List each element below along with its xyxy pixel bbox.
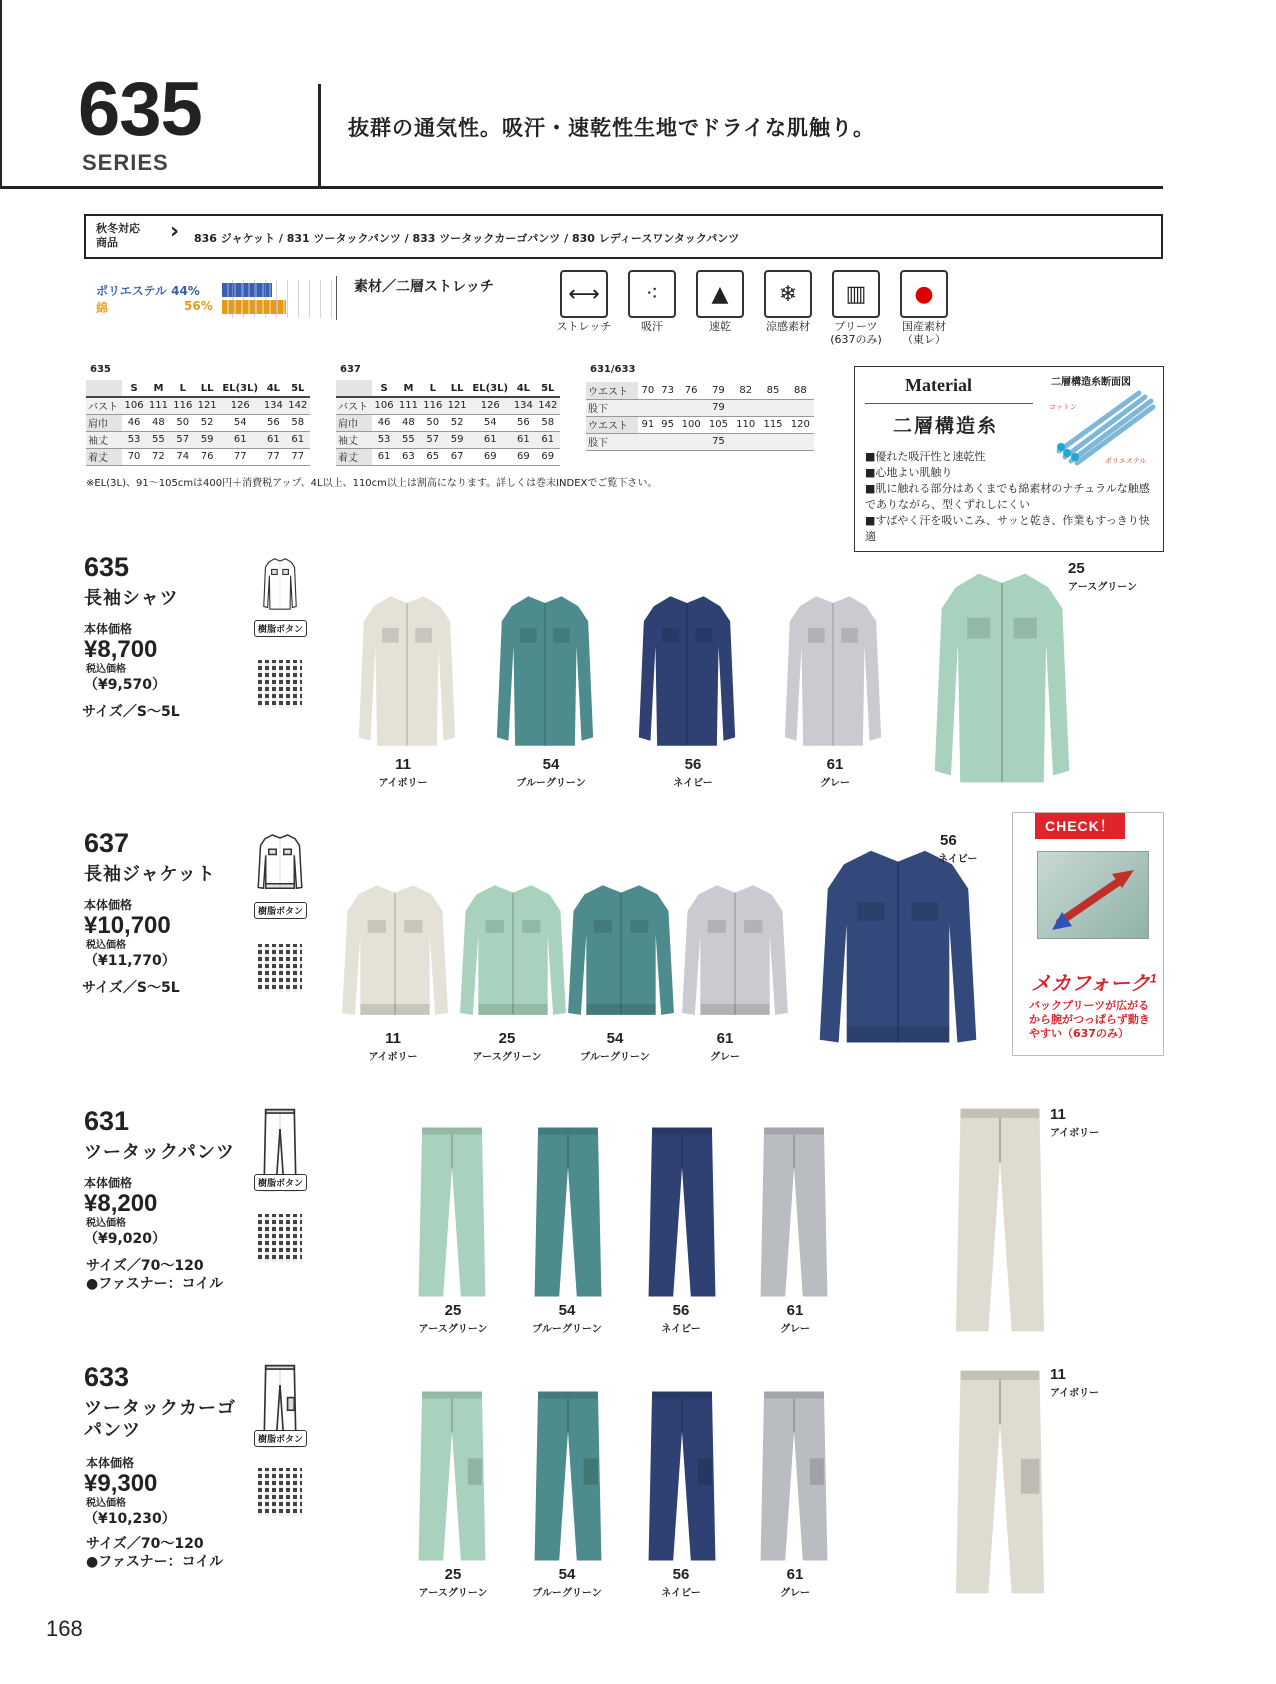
color-number: 11: [395, 756, 411, 773]
garment-635-11: [352, 588, 462, 754]
table-row: 肩巾 46 48 50 52 54 56 58: [86, 414, 310, 431]
garment-637-54: [562, 878, 680, 1024]
resin-button-tag: 樹脂ボタン: [254, 620, 307, 637]
color-name: グレー: [710, 1052, 740, 1063]
mecaforce-logo: メカフォーク$^1$: [1031, 971, 1157, 995]
table-row: 股下 75: [586, 433, 814, 450]
table-row: ウエスト 70 73 76 79 82 85 88: [586, 382, 814, 399]
color-name: ブルーグリーン: [532, 1324, 602, 1335]
garment-637-56-large: [800, 840, 996, 1056]
pleats-icon: ▥: [832, 270, 880, 318]
garment-637-11: [336, 878, 454, 1024]
price: ¥9,300: [84, 1470, 158, 1497]
resin-button-tag: 樹脂ボタン: [254, 1174, 307, 1191]
absorb-icon: ⁖: [628, 270, 676, 318]
big-color-name: ネイビー: [938, 854, 978, 865]
check-feature-box: [1012, 812, 1164, 1056]
jacket-flat-icon: [252, 832, 308, 892]
garment-633-61: [756, 1388, 832, 1564]
garment-631-54: [530, 1124, 606, 1300]
material-bullets: ■優れた吸汗性と速乾性 ■心地よい肌触り ■肌に触れる部分はあくまでも綿素材のナチュラルな触感でありながら、型くずれしにくい ■すばやく汗を吸いこみ、サッと乾き、作業もすっきり快適: [865, 450, 1150, 543]
size-table-637: S M L LL EL(3L) 4L 5L バスト 106 111 116 121 126 134 142 肩巾 46 48 50 52 54 56 58 袖丈 53 55 57 59 61 61 61 着丈 61 63 65 67 69 69 69: [336, 380, 560, 466]
qr-code[interactable]: [258, 1468, 302, 1516]
material-box: [854, 366, 1164, 552]
table-row: 袖丈 53 55 57 59 61 61 61: [336, 431, 560, 448]
product-name: 長袖ジャケット: [84, 864, 216, 885]
cotton-pct: 56%: [184, 299, 213, 313]
color-number: 61: [826, 756, 844, 773]
tax-price: （¥9,020）: [84, 1231, 167, 1247]
price-label: 本体価格: [84, 1176, 133, 1190]
table-row: バスト 106 111 116 121 126 134 142: [86, 397, 310, 414]
color-number: 54: [542, 756, 560, 773]
series-word: SERIES: [82, 150, 169, 175]
product-name: ツータックパンツ: [84, 1142, 235, 1163]
fastener: ●ファスナー：コイル: [86, 1554, 224, 1570]
garment-631-11-large: [952, 1104, 1048, 1336]
tax-label: 税込価格: [86, 1498, 126, 1509]
color-number: 54: [606, 1030, 624, 1047]
table-row: 股下 79: [586, 399, 814, 416]
garment-637-61: [676, 878, 794, 1024]
product-code: 633: [84, 1362, 130, 1392]
tax-price: （¥10,230）: [84, 1511, 176, 1527]
big-color-name: アイボリー: [1050, 1128, 1100, 1139]
quickdry-label: 速乾: [709, 320, 731, 333]
table-631-caption: 631/633: [590, 364, 636, 375]
color-name: ネイビー: [661, 1324, 701, 1335]
color-name: ネイビー: [661, 1588, 701, 1599]
product-code: 637: [84, 828, 130, 858]
fall-winter-box: [84, 214, 1163, 259]
svg-text:ポリエステル: ポリエステル: [1105, 457, 1147, 465]
resin-button-tag: 樹脂ボタン: [254, 1430, 307, 1447]
composition: [96, 282, 213, 315]
price: ¥8,700: [84, 636, 158, 663]
headline: 抜群の通気性。吸汗・速乾性生地でドライな肌触り。: [348, 116, 875, 140]
size-range: サイズ／70～120: [86, 1258, 204, 1274]
tax-price: （¥9,570）: [84, 677, 167, 693]
price-label: 本体価格: [86, 1456, 135, 1470]
header-divider: [318, 84, 321, 186]
size-table-631: [586, 382, 814, 451]
color-name: ブルーグリーン: [516, 778, 586, 789]
absorb-label: 吸汗: [641, 320, 663, 333]
material-title: Material: [905, 375, 972, 395]
size-table-635: S M L LL EL(3L) 4L 5L バスト 106 111 116 121 126 134 142 肩巾 46 48 50 52 54 56 58 袖丈 53 55 57 59 61 61 61 着丈 70 72 74 76 77 77 77: [86, 380, 310, 466]
stretch-icon: ⟷: [560, 270, 608, 318]
garment-631-56: [644, 1124, 720, 1300]
cool-icon: ❄: [764, 270, 812, 318]
color-number: 11: [385, 1030, 401, 1047]
polyester-label: ポリエステル 44%: [96, 284, 200, 298]
price: ¥10,700: [84, 912, 171, 939]
color-name: ブルーグリーン: [532, 1588, 602, 1599]
color-number: 25: [444, 1566, 462, 1583]
table-row: 着丈 61 63 65 67 69 69 69: [336, 448, 560, 465]
color-name: グレー: [820, 778, 850, 789]
garment-635-54: [490, 588, 600, 754]
big-color-name: アイボリー: [1050, 1388, 1100, 1399]
price: ¥8,200: [84, 1190, 158, 1217]
svg-text:コットン: コットン: [1049, 403, 1077, 411]
size-range: サイズ／S～5L: [82, 704, 180, 720]
garment-635-25-large: [912, 562, 1092, 794]
tax-price: （¥11,770）: [84, 953, 176, 969]
diagram-title: 二層構造糸断面図: [1051, 377, 1131, 388]
color-name: グレー: [780, 1588, 810, 1599]
double-arrow-icon: [1038, 852, 1150, 940]
color-number: 56: [672, 1302, 690, 1319]
color-number: 61: [786, 1302, 804, 1319]
table-row: 肩巾 46 48 50 52 54 56 58: [336, 414, 560, 431]
color-name: アースグリーン: [472, 1052, 542, 1063]
fastener: ●ファスナー：コイル: [86, 1276, 224, 1292]
left-border: [0, 0, 2, 188]
big-color-number: 11: [1050, 1366, 1066, 1383]
composition-bar: [222, 280, 336, 318]
material-subtitle: 二層構造糸: [893, 415, 999, 437]
color-name: アースグリーン: [418, 1324, 488, 1335]
garment-635-56: [632, 588, 742, 754]
qr-code[interactable]: [258, 660, 302, 708]
series-number: 635: [78, 67, 202, 152]
fall-winter-items: 836 ジャケット / 831 ツータックパンツ / 833 ツータックカーゴパンツ / 830 レディースワンタックパンツ: [194, 232, 740, 245]
garment-631-25: [414, 1124, 490, 1300]
color-number: 25: [498, 1030, 516, 1047]
color-name: ブルーグリーン: [580, 1052, 650, 1063]
fall-winter-label: 秋冬対応 商品: [96, 222, 140, 249]
check-tag: CHECK！: [1035, 813, 1125, 839]
table-635-caption: 635: [90, 364, 111, 375]
size-note: ※EL(3L)、91～105cmは400円＋消費税アップ、4L以上、110cm以上は割高になります。詳しくは巻末INDEXでご覧下さい。: [86, 478, 658, 489]
garment-637-25: [454, 878, 572, 1024]
check-description: バックプリーツが広がるから腕がつっぱらず動きやすい（637のみ）: [1029, 999, 1150, 1040]
product-code: 635: [84, 552, 130, 582]
garment-631-61: [756, 1124, 832, 1300]
garment-635-61: [778, 588, 888, 754]
color-name: ネイビー: [673, 778, 713, 789]
stretch-label: ストレッチ: [556, 320, 612, 333]
qr-code[interactable]: [258, 1214, 302, 1262]
color-name: アイボリー: [378, 778, 428, 789]
big-color-number: 25: [1068, 560, 1085, 577]
cool-label: 涼感素材: [766, 320, 810, 333]
garment-633-56: [644, 1388, 720, 1564]
qr-code[interactable]: [258, 944, 302, 992]
big-color-number: 56: [940, 832, 957, 849]
color-number: 61: [716, 1030, 734, 1047]
garment-633-25: [414, 1388, 490, 1564]
page-number: 168: [46, 1616, 83, 1641]
product-name: 長袖シャツ: [84, 588, 179, 609]
chevron-right-icon: ›: [170, 219, 180, 244]
color-name: アイボリー: [368, 1052, 418, 1063]
pleats-label: プリーツ (637のみ): [830, 320, 882, 346]
color-number: 54: [558, 1302, 576, 1319]
header-rule: [0, 186, 1163, 189]
color-number: 61: [786, 1566, 804, 1583]
size-range: サイズ／S～5L: [82, 980, 180, 996]
color-number: 56: [684, 756, 702, 773]
domestic-label: 国産素材 （東レ）: [902, 320, 946, 346]
big-color-number: 11: [1050, 1106, 1066, 1123]
product-name: ツータックカーゴ パンツ: [84, 1398, 236, 1441]
color-number: 54: [558, 1566, 576, 1583]
table-row: 着丈 70 72 74 76 77 77 77: [86, 448, 310, 465]
back-pleat-photo: [1037, 851, 1149, 939]
quickdry-icon: ▲: [696, 270, 744, 318]
tax-label: 税込価格: [86, 664, 126, 675]
shirt-flat-icon: [252, 556, 308, 612]
price-label: 本体価格: [84, 622, 133, 636]
table-row: 袖丈 53 55 57 59 61 61 61: [86, 431, 310, 448]
color-number: 56: [672, 1566, 690, 1583]
product-code: 631: [84, 1106, 130, 1136]
color-name: グレー: [780, 1324, 810, 1335]
color-name: アースグリーン: [418, 1588, 488, 1599]
garment-633-11-large: [952, 1366, 1048, 1598]
cotton-label: 綿: [96, 301, 109, 315]
tax-label: 税込価格: [86, 1218, 126, 1229]
japan-flag-icon: ●: [900, 270, 948, 318]
price-label: 本体価格: [84, 898, 133, 912]
big-color-name: アースグリーン: [1068, 582, 1137, 593]
material-text: 素材／二層ストレッチ: [354, 279, 494, 295]
table-row: バスト 106 111 116 121 126 134 142: [336, 397, 560, 414]
table-row: ウエスト 91 95 100 105 110 115 120: [586, 416, 814, 433]
size-range: サイズ／70～120: [86, 1536, 204, 1552]
table-637-caption: 637: [340, 364, 361, 375]
resin-button-tag: 樹脂ボタン: [254, 902, 307, 919]
garment-633-54: [530, 1388, 606, 1564]
tax-label: 税込価格: [86, 940, 126, 951]
color-number: 25: [444, 1302, 462, 1319]
